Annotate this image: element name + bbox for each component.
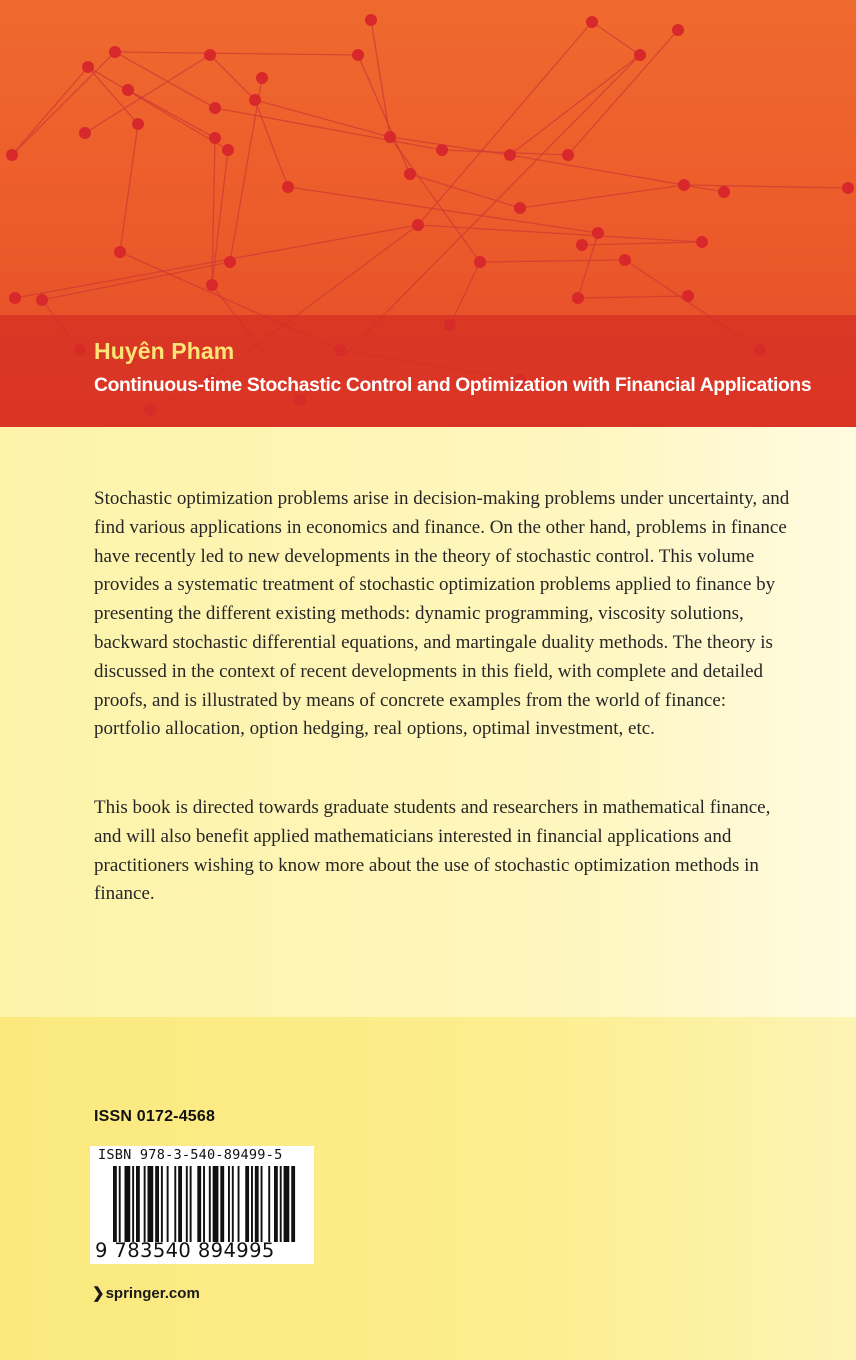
network-edge [510,155,684,185]
network-edge [510,55,640,155]
description-paragraph-1: Stochastic optimization problems arise in decision-making problems under uncertainty, and find various applications in economics and finance. On the other hand, problems in finance have recently led to new developments in the theory of stochastic control. This volume provides a systematic treatment of stochastic optimization problems applied to finance by presenting the different existing methods: dynamic programming, viscosity solutions, backward stochastic differential equations, and martingale duality methods. The theory is discussed in the context of recent developments in this field, with complete and detailed proofs, and is illustrated by means of concrete examples from the world of finance: portfolio allocation, option hedging, real options, optimal investment, etc. [94,488,790,740]
barcode-bar [144,1166,146,1242]
network-node [384,131,396,143]
author-name: Huyên Pham [94,338,235,364]
network-edge [578,296,688,298]
network-node [122,84,134,96]
barcode-bars [113,1166,297,1242]
isbn-label: ISBN 978-3-540-89499-5 [98,1147,283,1163]
barcode-bar [209,1166,211,1242]
network-node [404,168,416,180]
barcode-bar [174,1166,176,1242]
network-edge [592,22,640,55]
network-node [352,49,364,61]
barcode-bar [232,1166,234,1242]
network-edge [582,242,702,245]
network-edge [390,137,480,262]
network-node [842,182,854,194]
network-node [36,294,48,306]
isbn-barcode [90,1146,314,1264]
barcode-bar [261,1166,263,1242]
network-edge [684,185,848,188]
barcode-bar [284,1166,290,1242]
barcode-bar [186,1166,188,1242]
network-edge [371,20,390,137]
barcode-bar [291,1166,295,1242]
network-node [678,179,690,191]
issn-label: ISSN 0172-4568 [94,1108,216,1125]
network-edge [115,52,358,55]
barcode-bar [280,1166,282,1242]
network-edge [520,185,684,208]
network-node [209,102,221,114]
network-node [576,239,588,251]
network-edge [128,90,215,138]
network-edge [358,55,410,174]
network-node [204,49,216,61]
network-edge [418,22,592,225]
network-node [696,236,708,248]
network-node [206,279,218,291]
network-edge [42,262,230,300]
network-node [586,16,598,28]
barcode-bar [178,1166,182,1242]
network-node [209,132,221,144]
network-node [514,202,526,214]
barcode-bar [167,1166,169,1242]
network-node [9,292,21,304]
barcode-bar [274,1166,278,1242]
network-edge [410,174,520,208]
barcode-bar [125,1166,131,1242]
network-node [6,149,18,161]
network-edge [115,52,215,108]
network-node [682,290,694,302]
barcode-number: 9 783540 894995 [95,1239,275,1262]
network-edge [568,30,678,155]
network-node [256,72,268,84]
barcode-bar [255,1166,259,1242]
network-edge [215,108,442,150]
network-node [412,219,424,231]
network-node [224,256,236,268]
barcode-bar [203,1166,205,1242]
network-node [504,149,516,161]
description-paragraph-2: This book is directed towards graduate students and researchers in mathematical finance, and will also benefit applied mathematicians interested in financial applications and practitioners wishing to know more about the use of stochastic optimization methods in finance. [94,797,771,905]
barcode-bar [113,1166,117,1242]
network-node [634,49,646,61]
cover-art-banner [0,0,856,427]
network-edge [255,100,288,187]
network-edge [480,260,625,262]
network-edge [12,67,88,155]
network-edge [230,78,262,262]
publisher-url: springer.com [105,1285,200,1302]
network-node [718,186,730,198]
network-edge [120,124,138,252]
network-node [282,181,294,193]
network-node [365,14,377,26]
network-node [109,46,121,58]
barcode-bar [197,1166,201,1242]
network-node [672,24,684,36]
network-node [592,227,604,239]
network-node [222,144,234,156]
network-node [562,149,574,161]
barcode-bar [268,1166,270,1242]
barcode-bar [136,1166,140,1242]
title-band [0,315,856,427]
network-edge [88,67,228,150]
barcode-bar [220,1166,224,1242]
network-edge [12,52,115,155]
network-edge [210,55,255,100]
network-node [436,144,448,156]
barcode-bar [119,1166,121,1242]
book-title: Continuous-time Stochastic Control and Optimization with Financial Applications [94,375,812,396]
network-node [114,246,126,258]
barcode-bar [148,1166,154,1242]
network-node [474,256,486,268]
network-node [79,127,91,139]
barcode-bar [132,1166,134,1242]
network-node [249,94,261,106]
barcode-bar [245,1166,249,1242]
barcode-bar [155,1166,159,1242]
barcode-bar [161,1166,163,1242]
barcode-bar [190,1166,192,1242]
chevron-right-icon: ❯ [92,1285,105,1302]
network-node [132,118,144,130]
publisher-link[interactable] [92,1284,200,1302]
barcode-bar [238,1166,240,1242]
network-node [82,61,94,73]
barcode-bar [213,1166,219,1242]
network-node [572,292,584,304]
barcode-bar [251,1166,253,1242]
barcode-bar [228,1166,230,1242]
network-node [619,254,631,266]
